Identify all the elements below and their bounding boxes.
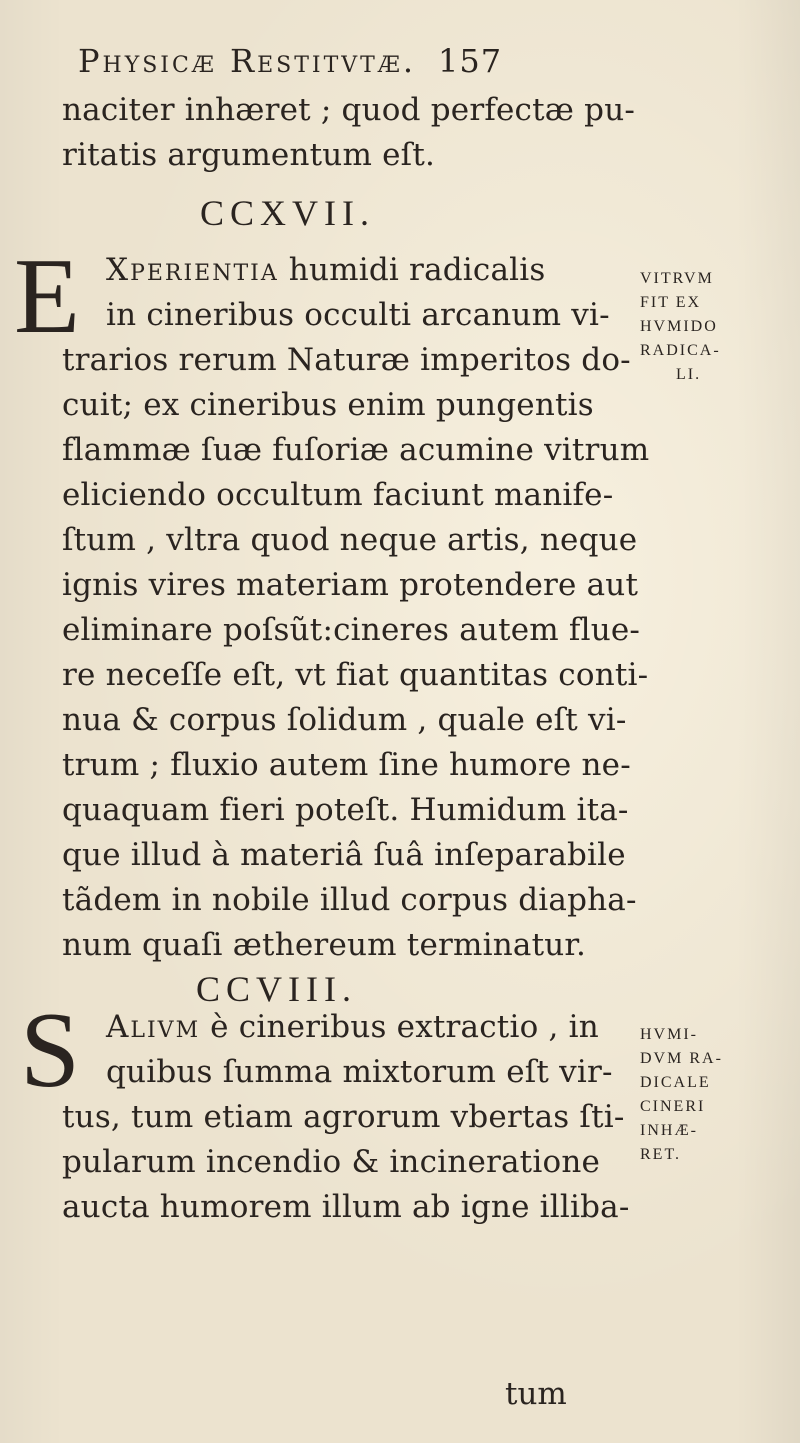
marginal-line: HVMIDO [640, 318, 718, 335]
text-line: flammæ ſuæ fuſoriæ acumine vitrum [62, 432, 650, 468]
marginal-line: LI. [676, 366, 702, 383]
text-line: ignis vires materiam protendere aut [62, 567, 639, 603]
marginal-line: DICALE [640, 1074, 711, 1091]
drop-cap: E [14, 237, 80, 356]
running-head-title: Physicæ Restitvtæ. [78, 42, 417, 80]
marginal-line: RET. [640, 1146, 682, 1163]
text-line: re neceſſe eſt, vt fiat quantitas conti- [62, 657, 649, 693]
first-word: Alivm [106, 1009, 201, 1045]
marginal-line: DVM RA- [640, 1050, 723, 1067]
text-line: quibus ſumma mixtorum eſt vir- [106, 1054, 613, 1090]
page-number: 157 [438, 42, 503, 80]
text-line: que illud à materiâ ſuâ inſeparabile [62, 837, 626, 873]
marginal-line: CINERI [640, 1098, 706, 1115]
text-line: eliciendo occultum faciunt manife- [62, 477, 614, 513]
text-line: num quaſi æthereum terminatur. [62, 927, 587, 963]
section-number: CCXVII. [200, 193, 375, 233]
section-text [62, 248, 650, 968]
catchword: tum [505, 1376, 567, 1412]
text-line: pularum incendio & incineratione [62, 1144, 601, 1180]
text-line: cuit; ex cineribus enim pungentis [62, 387, 594, 423]
text-line: tãdem in nobile illud corpus diapha- [62, 882, 637, 918]
marginal-line: INHÆ- [640, 1122, 698, 1139]
marginal-note [640, 1024, 770, 1168]
text-line: aucta humorem illum ab igne illiba- [62, 1189, 630, 1225]
text-line: tus, tum etiam agrorum vbertas ſti- [62, 1099, 625, 1135]
marginal-line: HVMI- [640, 1026, 698, 1043]
text-line: nua & corpus ſolidum , quale eſt vi- [62, 702, 627, 738]
text-line: quaquam fieri poteſt. Humidum ita- [62, 792, 629, 828]
text-line: trum ; fluxio autem ſine humore ne- [62, 747, 631, 783]
text-line: ſtum , vltra quod neque artis, neque [62, 522, 638, 558]
section-number: CCVIII. [196, 969, 357, 1009]
text-line: in cineribus occulti arcanum vi- [106, 297, 610, 333]
text-line: Alivm è cineribus extractio , in [106, 1009, 599, 1045]
marginal-note [640, 268, 770, 388]
marginal-line: RADICA- [640, 342, 721, 359]
text-line: ritatis argumentum eſt. [62, 137, 436, 173]
section-text [62, 1005, 630, 1230]
running-head [78, 42, 638, 80]
marginal-line: FIT EX [640, 294, 702, 311]
text-line: Xperientia humidi radicalis [106, 252, 546, 288]
intro-text [62, 88, 636, 178]
text-line: eliminare poſsũt:cineres autem flue- [62, 612, 641, 648]
marginal-line: VITRVM [640, 270, 714, 287]
text-line: trarios rerum Naturæ imperitos do- [62, 342, 631, 378]
drop-cap: S [20, 991, 81, 1110]
first-word: Xperientia [106, 252, 279, 288]
text-line: naciter inhæret ; quod perfectæ pu- [62, 92, 636, 128]
